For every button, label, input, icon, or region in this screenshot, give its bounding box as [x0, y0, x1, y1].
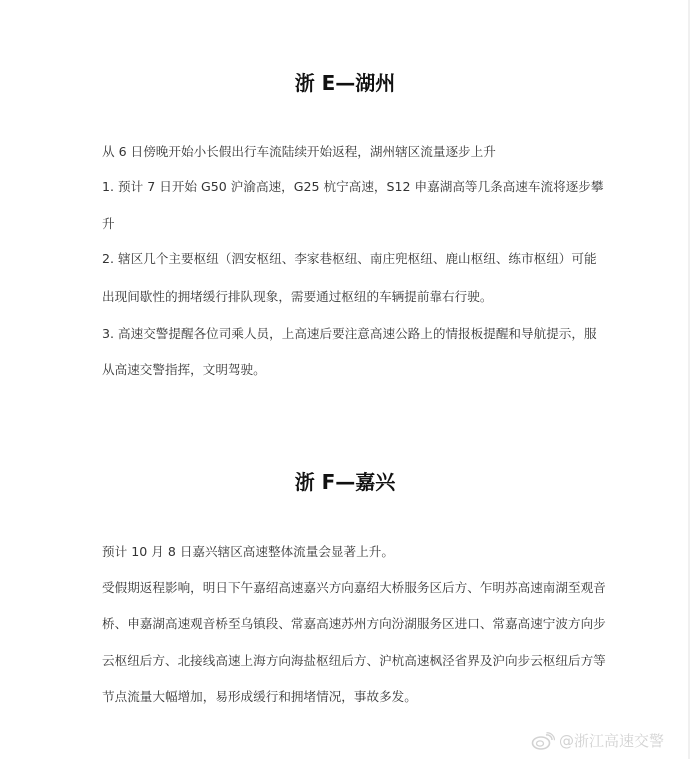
paragraph-line: 2. 辖区几个主要枢纽（泗安枢纽、李家巷枢纽、南庄兜枢纽、鹿山枢纽、练市枢纽）可能 [102, 251, 597, 266]
watermark-text: @浙江高速交警 [558, 732, 664, 750]
paragraph-line: 3. 高速交警提醒各位司乘人员，上高速后要注意高速公路上的情报板提醒和导航提示，服 [102, 326, 597, 341]
paragraph-line: 从 6 日傍晚开始小长假出行车流陆续开始返程，湖州辖区流量逐步上升 [102, 144, 496, 159]
weibo-icon [531, 732, 555, 750]
paragraph-line: 受假期返程影响，明日下午嘉绍高速嘉兴方向嘉绍大桥服务区后方、乍明苏高速南湖至观音 [102, 580, 606, 595]
section-title-huzhou: 浙 E—湖州 [294, 71, 396, 95]
paragraph-line: 节点流量大幅增加，易形成缓行和拥堵情况，事故多发。 [102, 689, 417, 704]
paragraph-line: 从高速交警指挥，文明驾驶。 [102, 362, 266, 377]
weibo-watermark [531, 730, 664, 751]
paragraph-line: 出现间歇性的拥堵缓行排队现象，需要通过枢纽的车辆提前靠右行驶。 [102, 289, 493, 304]
section-title-jiaxing: 浙 F—嘉兴 [294, 470, 396, 494]
paragraph-line: 预计 10 月 8 日嘉兴辖区高速整体流量会显著上升。 [102, 544, 394, 559]
paragraph-line: 升 [102, 216, 115, 231]
paragraph-line: 云枢纽后方、北接线高速上海方向海盐枢纽后方、沪杭高速枫泾省界及沪向步云枢纽后方等 [102, 653, 606, 668]
paragraph-line: 1. 预计 7 日开始 G50 沪渝高速，G25 杭宁高速，S12 申嘉湖高等几条高速车流将逐步攀 [102, 179, 604, 194]
paragraph-line: 桥、申嘉湖高速观音桥至乌镇段、常嘉高速苏州方向汾湖服务区进口、常嘉高速宁波方向步 [102, 616, 606, 631]
